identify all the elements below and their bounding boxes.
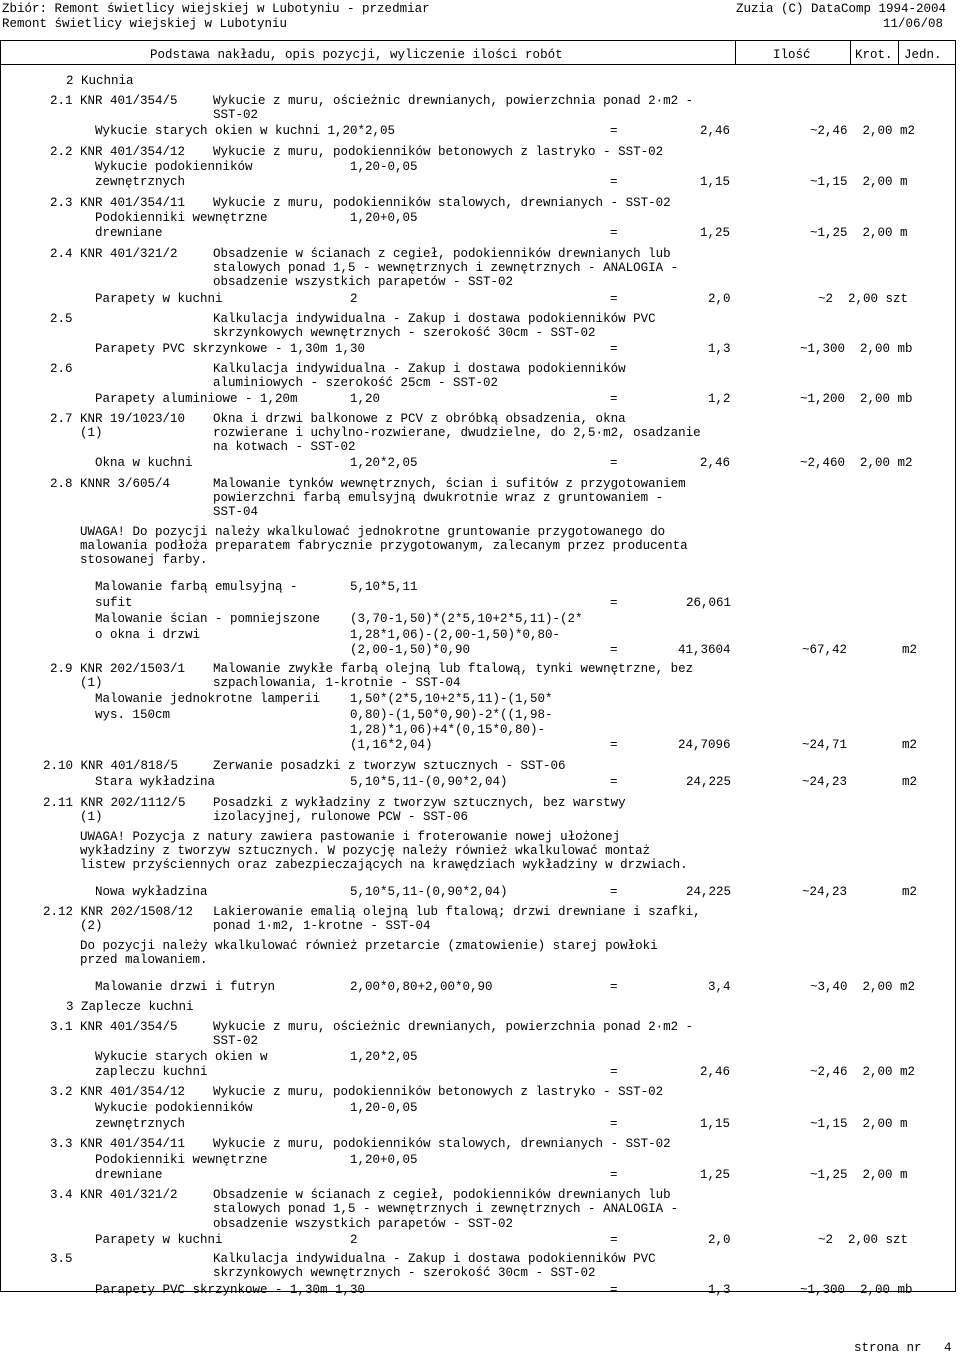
- column-header-unit: Jedn.: [904, 48, 942, 62]
- doc-line: 2.2 KNR 401/354/12: [50, 145, 186, 159]
- page-number: strona nr 4: [854, 1341, 952, 1355]
- doc-line: ~2,46 2,00 m2: [810, 1065, 916, 1079]
- doc-line: Wykucie z muru, podokienników stalowych, drewnianych - SST-02: [213, 196, 671, 210]
- doc-line: 1,20*2,05: [350, 456, 418, 470]
- doc-line: rozwierane i uchylno-rozwierane, dwudzielne, do 2,5·m2, osadzanie: [213, 426, 701, 440]
- doc-line: Wykucie podokienników: [95, 160, 253, 174]
- doc-line: 26,061: [686, 596, 732, 610]
- doc-line: stalowych ponad 1,5 - wewnętrznych i zewnętrznych - ANALOGIA -: [213, 1202, 679, 1216]
- doc-line: =: [610, 885, 618, 899]
- doc-line: m2: [902, 643, 918, 657]
- doc-line: =: [610, 775, 618, 789]
- doc-line: ~2,460 2,00 m2: [800, 456, 913, 470]
- doc-line: (1): [80, 676, 103, 690]
- doc-line: Lakierowanie emalią olejną lub ftalową; drzwi drewniane i szafki,: [213, 905, 701, 919]
- doc-line: 2,46: [700, 1065, 731, 1079]
- doc-line: Podokienniki wewnętrzne: [95, 1153, 268, 1167]
- col-divider-krot: [850, 40, 851, 65]
- doc-line: Obsadzenie w ścianach z cegieł, podokienników drewnianych lub: [213, 1188, 671, 1202]
- doc-line: =: [610, 124, 618, 138]
- doc-line: Okna w kuchni: [95, 456, 193, 470]
- doc-line: drewniane: [95, 226, 163, 240]
- doc-line: 5,10*5,11-(0,90*2,04): [350, 775, 508, 789]
- doc-line: zewnętrznych: [95, 1117, 186, 1131]
- doc-line: 1,3: [708, 1283, 731, 1297]
- doc-line: SST-02: [213, 1034, 259, 1048]
- doc-line: 2,00*0,80+2,00*0,90: [350, 980, 493, 994]
- doc-line: 2.10 KNR 401/818/5: [43, 759, 179, 773]
- doc-line: 2.1 KNR 401/354/5: [50, 94, 178, 108]
- doc-line: 41,3604: [678, 643, 731, 657]
- doc-line: 2.11 KNR 202/1112/5: [43, 796, 186, 810]
- doc-line: ~2 2,00 szt: [818, 292, 909, 306]
- doc-line: 1,20-0,05: [350, 160, 418, 174]
- doc-line: Kalkulacja indywidualna - Zakup i dostawa podokienników PVC: [213, 312, 656, 326]
- doc-line: =: [610, 1065, 618, 1079]
- doc-line: 2.8 KNNR 3/605/4: [50, 477, 171, 491]
- col-divider-unit: [898, 40, 899, 65]
- doc-line: o okna i drzwi: [95, 628, 201, 642]
- doc-line: =: [610, 738, 618, 752]
- doc-line: 3.2 KNR 401/354/12: [50, 1085, 186, 1099]
- doc-line: 1,20*2,05: [350, 1050, 418, 1064]
- doc-line: Malowanie farbą emulsyjną -: [95, 580, 298, 594]
- doc-line: 2.6: [50, 362, 73, 376]
- doc-line: 1,3: [708, 342, 731, 356]
- doc-line: SST-04: [213, 505, 259, 519]
- doc-line: 2,46: [700, 456, 731, 470]
- doc-line: Kalkulacja indywidualna - Zakup i dostawa podokienników PVC: [213, 1252, 656, 1266]
- doc-line: ponad 1·m2, 1-krotne - SST-04: [213, 919, 431, 933]
- doc-line: skrzynkowych wewnętrznych - szerokość 30cm - SST-02: [213, 1266, 596, 1280]
- doc-line: wys. 150cm: [95, 708, 171, 722]
- doc-line: ~24,71: [802, 738, 848, 752]
- doc-line: 1,50*(2*5,10+2*5,11)-(1,50*: [350, 692, 553, 706]
- doc-line: malowania podłoża preparatem fabrycznie przygotowanym, zalecanym przez producenta: [80, 539, 688, 553]
- doc-line: =: [610, 1283, 618, 1297]
- doc-line: Wykucie starych okien w: [95, 1050, 268, 1064]
- doc-line: ~24,23: [802, 885, 848, 899]
- doc-line: ~3,40 2,00 m2: [810, 980, 916, 994]
- doc-line: 2,0: [708, 1233, 731, 1247]
- doc-line: 3,4: [708, 980, 731, 994]
- doc-line: =: [610, 643, 618, 657]
- software-credit: Zuzia (C) DataComp 1994-2004: [736, 2, 947, 16]
- doc-line: ~2 2,00 szt: [818, 1233, 909, 1247]
- doc-line: 2.7 KNR 19/1023/10: [50, 412, 186, 426]
- doc-line: (1,16*2,04): [350, 738, 433, 752]
- doc-line: (3,70-1,50)*(2*5,10+2*5,11)-(2*: [350, 612, 583, 626]
- doc-line: sufit: [95, 596, 133, 610]
- doc-line: 1,15: [700, 1117, 731, 1131]
- doc-line: obsadzenie wszystkich parapetów - SST-02: [213, 275, 514, 289]
- column-header-quantity: Ilość: [773, 48, 811, 62]
- doc-line: =: [610, 1233, 618, 1247]
- doc-line: =: [610, 292, 618, 306]
- doc-date: 11/06/08: [883, 17, 944, 31]
- doc-line: Do pozycji należy wkalkulować również przetarcie (zmatowienie) starej powłoki: [80, 939, 658, 953]
- doc-line: 2.3 KNR 401/354/11: [50, 196, 186, 210]
- doc-line: Wykucie podokienników: [95, 1101, 253, 1115]
- doc-line: 2,46: [700, 124, 731, 138]
- doc-line: 1,20-0,05: [350, 1101, 418, 1115]
- doc-line: 2: [350, 1233, 358, 1247]
- doc-line: (2): [80, 919, 103, 933]
- doc-line: stalowych ponad 1,5 - wewnętrznych i zewnętrznych - ANALOGIA -: [213, 261, 679, 275]
- doc-line: Malowanie drzwi i futryn: [95, 980, 276, 994]
- doc-line: 2.9 KNR 202/1503/1: [50, 662, 186, 676]
- doc-line: Parapety PVC skrzynkowe - 1,30m 1,30: [95, 1283, 366, 1297]
- doc-line: 1,20: [350, 392, 381, 406]
- doc-line: 2 Kuchnia: [66, 74, 134, 88]
- doc-line: 1,28)*1,06)+4*(0,15*0,80)-: [350, 723, 546, 737]
- doc-line: 1,20+0,05: [350, 1153, 418, 1167]
- doc-line: Wykucie z muru, podokienników betonowych z lastryko - SST-02: [213, 145, 664, 159]
- doc-line: przed malowaniem.: [80, 953, 208, 967]
- col-divider-qty: [735, 40, 736, 65]
- doc-line: ~1,200 2,00 mb: [800, 392, 913, 406]
- doc-line: listew przyściennych oraz zabezpieczających na krawędziach wykładziny w drzwiach.: [80, 858, 688, 872]
- doc-line: Stara wykładzina: [95, 775, 216, 789]
- doc-line: 5,10*5,11-(0,90*2,04): [350, 885, 508, 899]
- doc-line: 3.4 KNR 401/321/2: [50, 1188, 178, 1202]
- doc-line: Podokienniki wewnętrzne: [95, 211, 268, 225]
- doc-line: ~2,46 2,00 m2: [810, 124, 916, 138]
- doc-line: 1,28*1,06)-(2,00-1,50)*0,80-: [350, 628, 561, 642]
- doc-line: UWAGA! Do pozycji należy wkalkulować jednokrotne gruntowanie przygotowanego do: [80, 525, 666, 539]
- doc-line: 5,10*5,11: [350, 580, 418, 594]
- doc-line: Okna i drzwi balkonowe z PCV z obróbką obsadzenia, okna: [213, 412, 626, 426]
- doc-line: 1,25: [700, 1168, 731, 1182]
- doc-line: izolacyjnej, rulonowe PCW - SST-06: [213, 810, 469, 824]
- doc-line: Wykucie z muru, podokienników betonowych z lastryko - SST-02: [213, 1085, 664, 1099]
- column-header-multiplier: Krot.: [855, 48, 893, 62]
- doc-subtitle: Remont świetlicy wiejskiej w Lubotyniu: [2, 17, 288, 31]
- doc-line: wykładziny z tworzyw sztucznych. W pozycję należy również wkalkulować montaż: [80, 844, 651, 858]
- doc-line: =: [610, 392, 618, 406]
- doc-line: SST-02: [213, 108, 259, 122]
- doc-line: ~1,25 2,00 m: [810, 226, 908, 240]
- doc-line: ~1,300 2,00 mb: [800, 1283, 913, 1297]
- doc-line: =: [610, 226, 618, 240]
- doc-line: ~1,25 2,00 m: [810, 1168, 908, 1182]
- doc-line: 2.12 KNR 202/1508/12: [43, 905, 194, 919]
- doc-line: Wykucie z muru, ościeżnic drewnianych, powierzchnia ponad 2·m2 -: [213, 1020, 694, 1034]
- doc-line: obsadzenie wszystkich parapetów - SST-02: [213, 1217, 514, 1231]
- doc-line: zapleczu kuchni: [95, 1065, 208, 1079]
- doc-line: Kalkulacja indywidualna - Zakup i dostawa podokienników: [213, 362, 626, 376]
- doc-line: 1,2: [708, 392, 731, 406]
- doc-line: =: [610, 596, 618, 610]
- doc-line: (2,00-1,50)*0,90: [350, 643, 471, 657]
- doc-line: drewniane: [95, 1168, 163, 1182]
- doc-line: (1): [80, 810, 103, 824]
- doc-title: Zbiór: Remont świetlicy wiejskiej w Lubotyniu - przedmiar: [2, 2, 430, 16]
- doc-line: ~67,42: [802, 643, 848, 657]
- doc-line: 3 Zaplecze kuchni: [66, 1000, 194, 1014]
- doc-line: szpachlowania, 1-krotnie - SST-04: [213, 676, 461, 690]
- doc-line: 2,0: [708, 292, 731, 306]
- doc-line: 1,15: [700, 175, 731, 189]
- doc-line: ~24,23: [802, 775, 848, 789]
- doc-line: 24,225: [686, 775, 732, 789]
- doc-line: ~1,300 2,00 mb: [800, 342, 913, 356]
- doc-line: 1,25: [700, 226, 731, 240]
- doc-line: Parapety w kuchni: [95, 292, 223, 306]
- doc-line: =: [610, 980, 618, 994]
- doc-line: m2: [902, 775, 918, 789]
- header-separator: [0, 64, 956, 65]
- doc-line: powierzchni farbą emulsyjną dwukrotnie wraz z gruntowaniem -: [213, 491, 664, 505]
- doc-line: 2.5: [50, 312, 73, 326]
- doc-line: Parapety PVC skrzynkowe - 1,30m 1,30: [95, 342, 366, 356]
- doc-line: Wykucie z muru, podokienników stalowych, drewnianych - SST-02: [213, 1137, 671, 1151]
- doc-line: skrzynkowych wewnętrznych - szerokość 30cm - SST-02: [213, 326, 596, 340]
- doc-line: 3.1 KNR 401/354/5: [50, 1020, 178, 1034]
- doc-line: zewnętrznych: [95, 175, 186, 189]
- doc-line: Parapety aluminiowe - 1,20m: [95, 392, 298, 406]
- doc-line: aluminiowych - szerokość 25cm - SST-02: [213, 376, 499, 390]
- doc-line: 24,7096: [678, 738, 731, 752]
- doc-line: m2: [902, 885, 918, 899]
- doc-line: stosowanej farby.: [80, 553, 208, 567]
- doc-line: Malowanie ścian - pomniejszone: [95, 612, 321, 626]
- doc-line: 2.4 KNR 401/321/2: [50, 247, 178, 261]
- doc-line: =: [610, 175, 618, 189]
- doc-line: =: [610, 1117, 618, 1131]
- doc-line: UWAGA! Pozycja z natury zawiera pastowanie i froterowanie nowej ułożonej: [80, 830, 621, 844]
- doc-line: m2: [902, 738, 918, 752]
- doc-line: Wykucie starych okien w kuchni 1,20*2,05: [95, 124, 396, 138]
- doc-line: Nowa wykładzina: [95, 885, 208, 899]
- doc-line: 3.3 KNR 401/354/11: [50, 1137, 186, 1151]
- doc-line: 3.5: [50, 1252, 73, 1266]
- doc-line: =: [610, 1168, 618, 1182]
- doc-line: Wykucie z muru, ościeżnic drewnianych, powierzchnia ponad 2·m2 -: [213, 94, 694, 108]
- doc-line: ~1,15 2,00 m: [810, 1117, 908, 1131]
- doc-line: 2: [350, 292, 358, 306]
- column-header-description: Podstawa nakładu, opis pozycji, wyliczenie ilości robót: [150, 48, 563, 62]
- doc-line: Malowanie tynków wewnętrznych, ścian i sufitów z przygotowaniem: [213, 477, 686, 491]
- doc-line: ~1,15 2,00 m: [810, 175, 908, 189]
- doc-line: Zerwanie posadzki z tworzyw sztucznych - SST-06: [213, 759, 566, 773]
- doc-line: na kotwach - SST-02: [213, 440, 356, 454]
- doc-line: Malowanie zwykłe farbą olejną lub ftalową, tynki wewnętrzne, bez: [213, 662, 694, 676]
- doc-line: (1): [80, 426, 103, 440]
- doc-line: Parapety w kuchni: [95, 1233, 223, 1247]
- doc-line: =: [610, 342, 618, 356]
- doc-line: 24,225: [686, 885, 732, 899]
- doc-line: Obsadzenie w ścianach z cegieł, podokienników drewnianych lub: [213, 247, 671, 261]
- doc-line: Posadzki z wykładziny z tworzyw sztucznych, bez warstwy: [213, 796, 626, 810]
- doc-line: 0,80)-(1,50*0,90)-2*((1,98-: [350, 708, 553, 722]
- doc-line: Malowanie jednokrotne lamperii: [95, 692, 321, 706]
- doc-line: =: [610, 456, 618, 470]
- doc-line: 1,20+0,05: [350, 211, 418, 225]
